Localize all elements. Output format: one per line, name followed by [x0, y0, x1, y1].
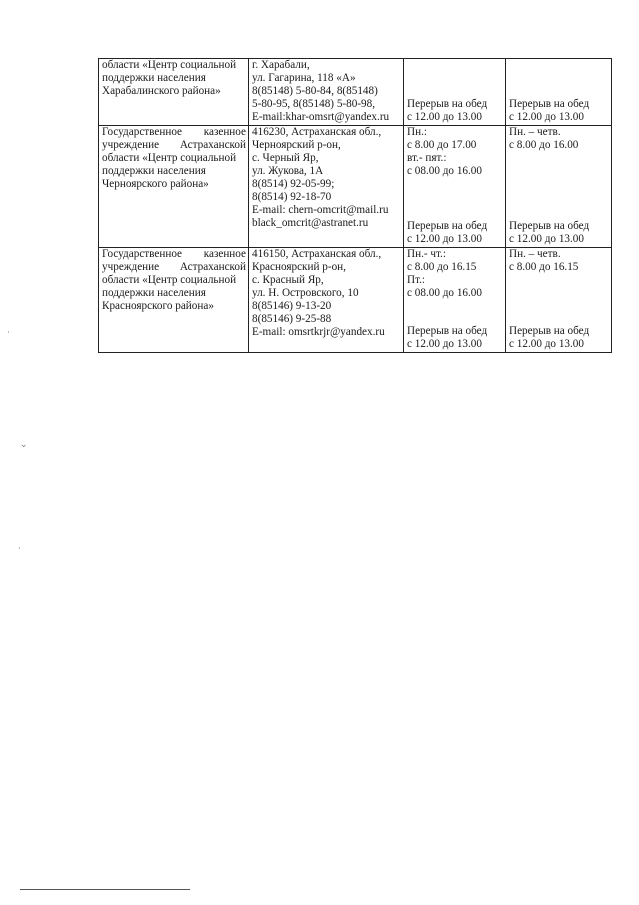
- hours-line: с 08.00 до 16.00: [407, 287, 482, 299]
- address-line: E-mail: chern-omcrit@mail.ru: [252, 204, 389, 216]
- lunch-line: с 12.00 до 13.00: [509, 338, 584, 350]
- schedule-cell: [404, 59, 506, 126]
- working-hours: [407, 126, 503, 178]
- lunch-line: Перерыв на обед: [407, 98, 488, 110]
- hours-line: с 08.00 до 16.00: [407, 165, 482, 177]
- hours-line: с 8.00 до 16.00: [509, 139, 579, 151]
- address-contacts-cell: [249, 248, 404, 353]
- lunch-line: Перерыв на обед: [509, 325, 590, 337]
- org-name-line: области «Центр социальной: [102, 59, 237, 71]
- reception-hours-cell: [506, 126, 612, 248]
- footer-rule: [20, 889, 190, 890]
- address-line: 8(8514) 92-18-70: [252, 191, 332, 203]
- reception-hours-cell: [506, 59, 612, 126]
- hours-line: с 8.00 до 17.00: [407, 139, 477, 151]
- org-name-line: Харабалинского района»: [102, 85, 221, 97]
- lunch-line: Перерыв на обед: [407, 325, 488, 337]
- org-name-line: Красноярского района»: [102, 300, 214, 312]
- lunch-line: Перерыв на обед: [509, 98, 590, 110]
- address-line: E-mail: omsrtkrjr@yandex.ru: [252, 326, 385, 338]
- address-contacts-cell: [249, 59, 404, 126]
- hours-line: с 8.00 до 16.15: [407, 261, 477, 273]
- hours-line: вт.- пят.:: [407, 152, 447, 164]
- working-hours: [509, 248, 609, 274]
- address-line: с. Красный Яр,: [252, 274, 324, 286]
- scan-speck: ·: [18, 544, 21, 554]
- lunch-line: Перерыв на обед: [509, 220, 590, 232]
- address-line: г. Харабали,: [252, 59, 310, 71]
- address-line: ул. Жукова, 1А: [252, 165, 324, 177]
- org-name-line: Государственное казенное: [102, 248, 246, 260]
- address-line: 8(85146) 9-13-20: [252, 300, 332, 312]
- org-name-line: учреждение Астраханской: [102, 139, 246, 151]
- address-line: Черноярский р-он,: [252, 139, 341, 151]
- lunch-line: с 12.00 до 13.00: [509, 233, 584, 245]
- address-line: ул. Гагарина, 118 «А»: [252, 72, 356, 84]
- lunch-break: [509, 98, 609, 124]
- org-name-line: учреждение Астраханской: [102, 261, 246, 273]
- address-line: ул. Н. Островского, 10: [252, 287, 359, 299]
- lunch-break: [509, 220, 609, 246]
- address-line: 416150, Астраханская обл.,: [252, 248, 382, 260]
- address-line: 8(85146) 9-25-88: [252, 313, 332, 325]
- hours-line: Пт.:: [407, 274, 426, 286]
- hours-line: с 8.00 до 16.15: [509, 261, 579, 273]
- lunch-break: [407, 325, 503, 351]
- hours-line: Пн. – четв.: [509, 126, 561, 138]
- org-name-line: поддержки населения: [102, 287, 206, 299]
- address-line: E-mail:khar-omsrt@yandex.ru: [252, 111, 390, 123]
- org-name-cell: [99, 248, 249, 353]
- org-name-cell: [99, 126, 249, 248]
- reception-hours-cell: [506, 248, 612, 353]
- working-hours: [407, 248, 503, 300]
- org-name-line: поддержки населения: [102, 72, 206, 84]
- org-name-line: Черноярского района»: [102, 178, 209, 190]
- institutions-table: [98, 58, 612, 353]
- lunch-line: с 12.00 до 13.00: [509, 111, 584, 123]
- address-line: black_omcrit@astranet.ru: [252, 217, 369, 229]
- schedule-cell: [404, 248, 506, 353]
- address-line: 416230, Астраханская обл.,: [252, 126, 382, 138]
- lunch-break: [407, 220, 503, 246]
- hours-line: Пн.:: [407, 126, 427, 138]
- org-name-line: области «Центр социальной: [102, 152, 237, 164]
- address-line: 8(8514) 92-05-99;: [252, 178, 335, 190]
- schedule-cell: [404, 126, 506, 248]
- org-name-line: Государственное казенное: [102, 126, 246, 138]
- scan-speck: ·: [7, 328, 10, 338]
- lunch-line: с 12.00 до 13.00: [407, 233, 482, 245]
- table-row: [99, 248, 612, 353]
- lunch-line: с 12.00 до 13.00: [407, 111, 482, 123]
- hours-line: Пн. – четв.: [509, 248, 561, 260]
- address-line: 8(85148) 5-80-84, 8(85148): [252, 85, 378, 97]
- working-hours: [509, 126, 609, 152]
- address-line: Красноярский р-он,: [252, 261, 346, 273]
- address-line: с. Черный Яр,: [252, 152, 319, 164]
- address-contacts-cell: [249, 126, 404, 248]
- org-name-cell: [99, 59, 249, 126]
- table-row: [99, 59, 612, 126]
- lunch-break: [509, 325, 609, 351]
- address-line: 5-80-95, 8(85148) 5-80-98,: [252, 98, 376, 110]
- lunch-line: с 12.00 до 13.00: [407, 338, 482, 350]
- org-name-line: области «Центр социальной: [102, 274, 237, 286]
- scan-speck: ⌄: [20, 440, 28, 450]
- lunch-break: [407, 98, 503, 124]
- hours-line: Пн.- чт.:: [407, 248, 446, 260]
- org-name-line: поддержки населения: [102, 165, 206, 177]
- table-row: [99, 126, 612, 248]
- lunch-line: Перерыв на обед: [407, 220, 488, 232]
